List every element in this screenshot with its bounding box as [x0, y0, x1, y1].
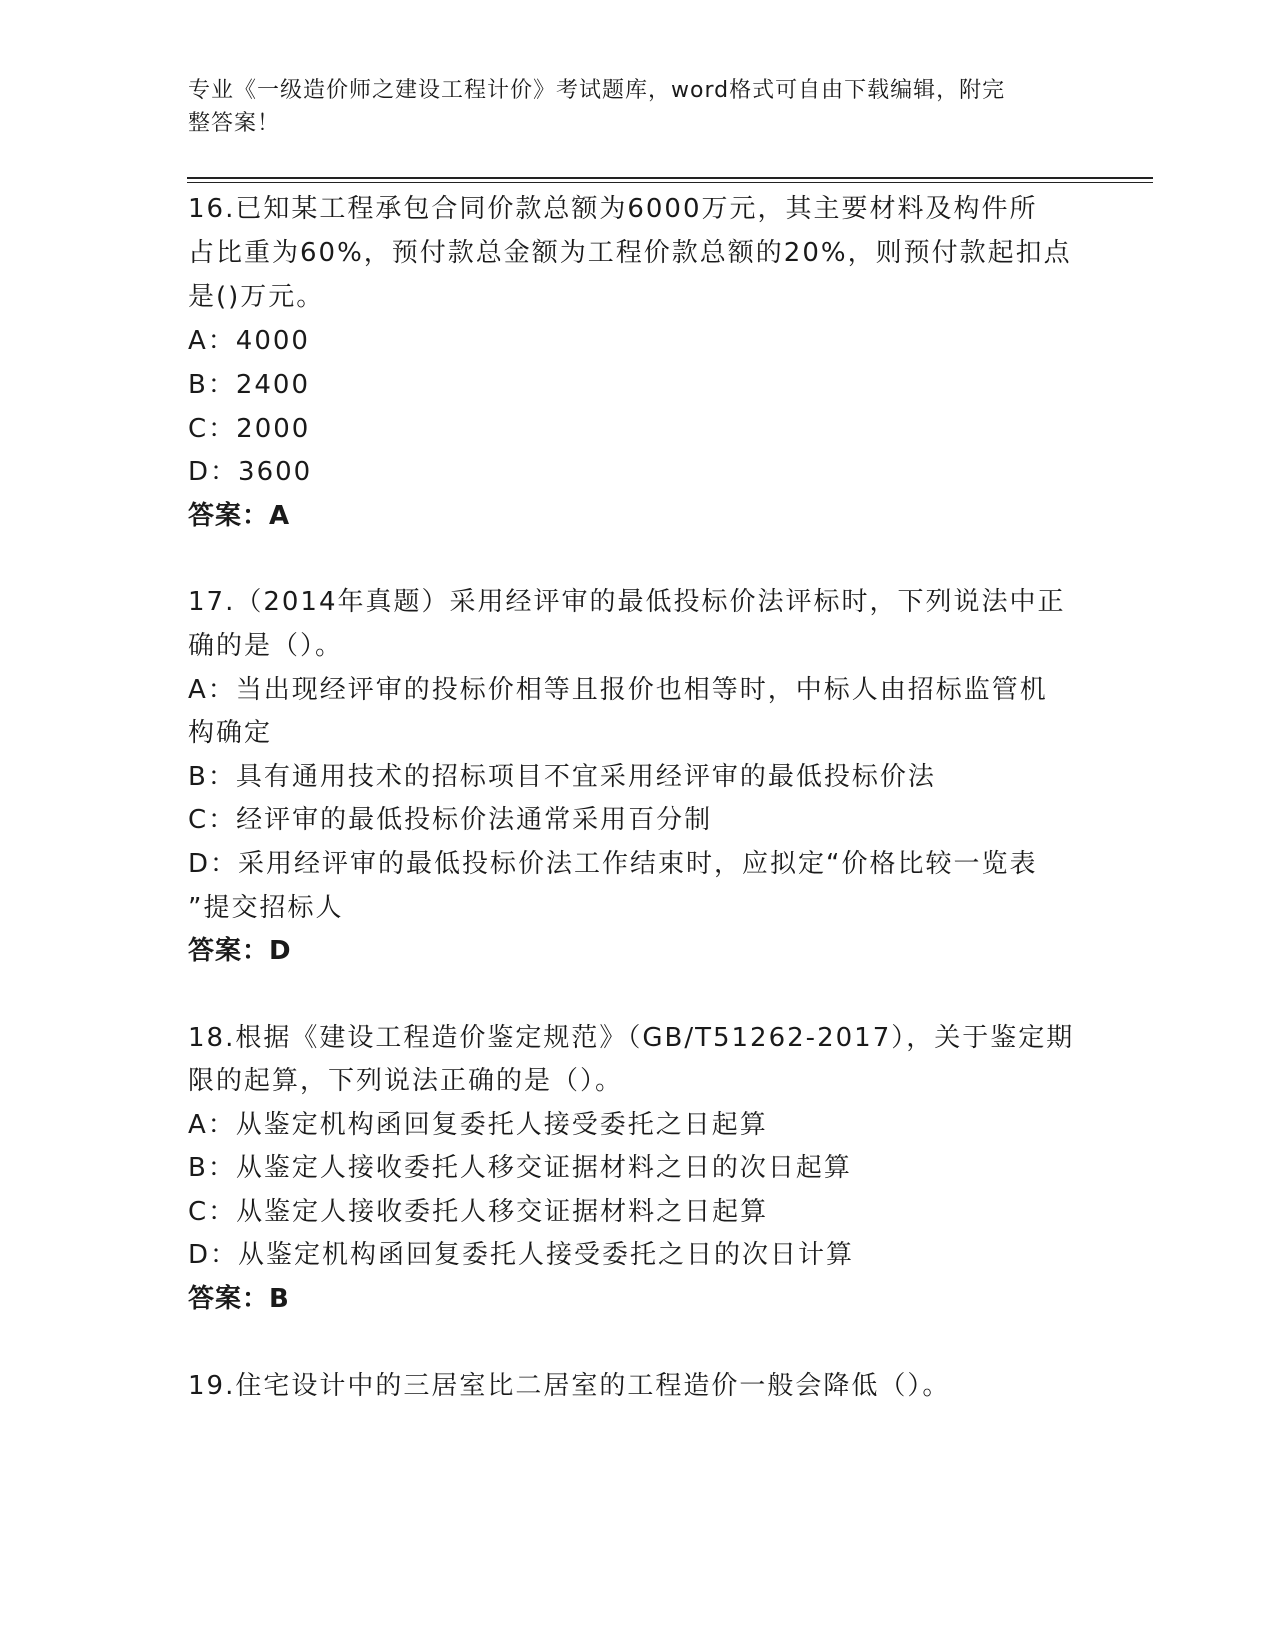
question-16-stem-line-3: 是()万元。 — [188, 282, 325, 312]
question-18-answer: 答案：B — [188, 1284, 290, 1314]
question-16-stem-line-1: 16.已知某工程承包合同价款总额为6000万元，其主要材料及构件所 — [188, 194, 1038, 224]
question-19-stem-line-1: 19.住宅设计中的三居室比二居室的工程造价一般会降低（）。 — [188, 1371, 951, 1401]
question-17-option-d-line-1: D：采用经评审的最低投标价法工作结束时，应拟定“价格比较一览表 — [188, 849, 1038, 879]
question-17-option-c: C：经评审的最低投标价法通常采用百分制 — [188, 805, 713, 835]
question-17-option-b: B：具有通用技术的招标项目不宜采用经评审的最低投标价法 — [188, 762, 936, 792]
page-header — [188, 74, 1068, 140]
header-line-1: 专业《一级造价师之建设工程计价》考试题库，word格式可自由下载编辑，附完 — [188, 78, 1006, 103]
question-16-option-c: C：2000 — [188, 414, 311, 444]
question-16-option-b: B：2400 — [188, 370, 311, 400]
question-16-option-d: D：3600 — [188, 457, 313, 487]
question-16-answer: 答案：A — [188, 501, 291, 531]
question-18-option-b: B：从鉴定人接收委托人移交证据材料之日的次日起算 — [188, 1153, 852, 1183]
question-18-option-c: C：从鉴定人接收委托人移交证据材料之日起算 — [188, 1197, 769, 1227]
header-divider-thin — [187, 182, 1153, 183]
question-16-option-a: A：4000 — [188, 326, 310, 356]
question-17-option-a-line-1: A：当出现经评审的投标价相等且报价也相等时，中标人由招标监管机 — [188, 675, 1048, 705]
header-divider — [187, 177, 1153, 179]
question-17-answer: 答案：D — [188, 936, 292, 966]
question-17-option-d-line-2: ”提交招标人 — [188, 893, 344, 923]
question-18-option-a: A：从鉴定机构函回复委托人接受委托之日起算 — [188, 1110, 768, 1140]
question-17-stem-line-2: 确的是（）。 — [188, 631, 344, 661]
question-17-stem-line-1: 17.（2014年真题）采用经评审的最低投标价法评标时，下列说法中正 — [188, 587, 1066, 617]
question-18-stem-line-2: 限的起算，下列说法正确的是（）。 — [188, 1066, 624, 1096]
question-17-option-a-line-2: 构确定 — [188, 718, 273, 748]
question-18-stem-line-1: 18.根据《建设工程造价鉴定规范》（GB/T51262-2017），关于鉴定期 — [188, 1023, 1075, 1053]
question-18-option-d: D：从鉴定机构函回复委托人接受委托之日的次日计算 — [188, 1240, 855, 1270]
question-16-stem-line-2: 占比重为60%，预付款总金额为工程价款总额的20%，则预付款起扣点 — [188, 238, 1072, 268]
header-line-2: 整答案！ — [188, 111, 281, 136]
